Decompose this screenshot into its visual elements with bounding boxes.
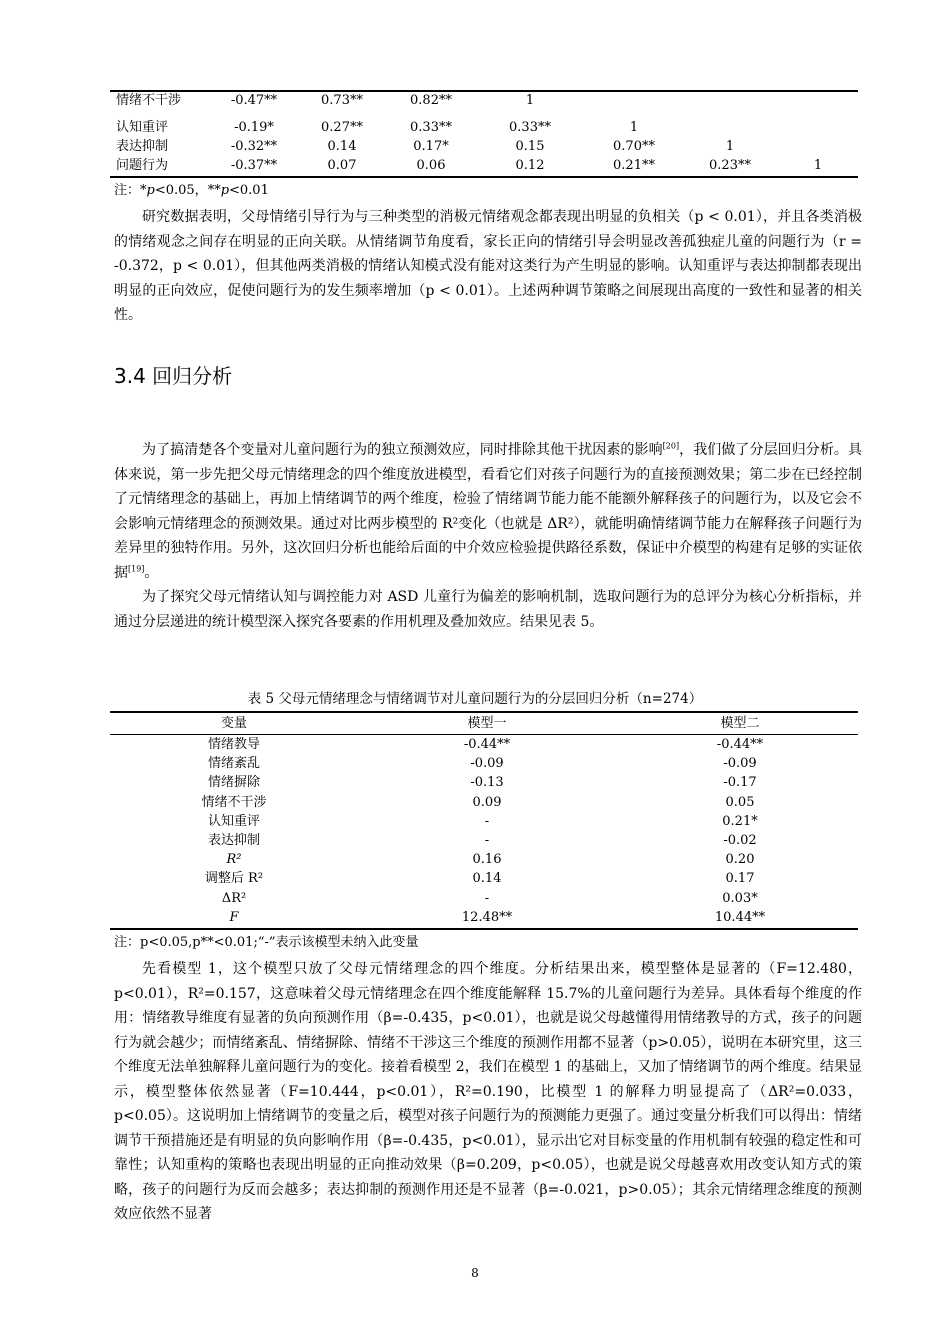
table-cell: 0.33** xyxy=(509,120,551,135)
paragraph-text: 为了搞清楚各个变量对儿童问题行为的独立预测效应，同时排除其他干扰因素的影响 xyxy=(142,442,663,458)
note-prefix: 注： xyxy=(114,183,141,198)
table-cell: 0.07 xyxy=(327,158,357,173)
table-cell: - xyxy=(484,891,490,906)
table-cell: 0.17 xyxy=(725,871,755,886)
table5-bottom-rule xyxy=(110,928,858,930)
table-cell: 0.20 xyxy=(725,852,755,867)
table-cell: 1 xyxy=(813,158,823,173)
table5-note: 注：p<0.05,p**<0.01;“-”表示该模型未纳入此变量 xyxy=(114,935,419,950)
paragraph-text: 。 xyxy=(144,564,159,581)
table-row-label: 调整后 R² xyxy=(204,871,264,886)
table-cell: 12.48** xyxy=(461,910,513,925)
table-cell: -0.09 xyxy=(470,756,504,771)
table-cell: 0.15 xyxy=(515,139,545,154)
table-cell: 0.05 xyxy=(725,795,755,810)
note-p2: p xyxy=(220,183,230,198)
note-star1: * xyxy=(140,183,147,198)
table-row-label: 认知重评 xyxy=(116,120,169,135)
table-row-label: R² xyxy=(226,852,242,867)
table-cell: -0.44** xyxy=(716,737,764,752)
section-heading: 3.4 回归分析 xyxy=(114,364,233,388)
table-header-cell: 模型二 xyxy=(720,716,760,731)
table-row-label: 认知重评 xyxy=(207,814,261,829)
paragraph-model-results xyxy=(114,957,862,1227)
table-cell: 0.70** xyxy=(613,139,655,154)
table-row-label: 情绪教导 xyxy=(207,737,261,752)
page-number: 8 xyxy=(471,1266,479,1280)
table5-header-rule xyxy=(110,734,858,735)
table-cell: -0.44** xyxy=(463,737,511,752)
table-cell: 0.27** xyxy=(321,120,363,135)
table5-caption: 表 5 父母元情绪理念与情绪调节对儿童问题行为的分层回归分析（n=274） xyxy=(247,691,703,707)
table-cell: -0.47** xyxy=(230,93,278,108)
table-cell: 1 xyxy=(725,139,735,154)
table-cell: -0.32** xyxy=(230,139,278,154)
table-cell: 0.03* xyxy=(722,891,758,906)
table-cell: 0.21* xyxy=(722,814,758,829)
table-cell: -0.37** xyxy=(230,158,278,173)
table-cell: - xyxy=(484,814,490,829)
table-cell: 0.14 xyxy=(327,139,357,154)
table-cell: 10.44** xyxy=(714,910,766,925)
paragraph-text: 研究数据表明，父母情绪引导行为与三种类型的消极元情绪观念都表现出明显的负相关（p < 0.01），并且各类消极的情绪观念之间存在明显的正向关联。从情绪调节角度看，家长正向的情绪引导会明显改善孤独症儿童的问题行为（r = -0.372，p < 0.01），但其他两类消极的情绪认知模式没有能对这类行为产生明显的影响。认知重评与表达抑制都表现出明显的正向效应，促使问题行为的发生频率增加（p < 0.01）。上述两种调节策略之间展现出高度的一致性和显著的相关性。 xyxy=(114,209,862,323)
table5-top-rule xyxy=(110,711,858,713)
table-cell: 0.16 xyxy=(472,852,502,867)
table-cell: 0.17* xyxy=(413,139,449,154)
table-header-cell: 变量 xyxy=(220,716,248,731)
table-cell: 1 xyxy=(629,120,639,135)
citation-ref: [19] xyxy=(128,563,145,573)
paragraph-text: 先看模型 1，这个模型只放了父母元情绪理念的四个维度。分析结果出来，模型整体是显著的（F=12.480，p<0.01），R²=0.157，这意味着父母元情绪理念在四个维度能解释 15.7%的儿童问题行为差异。具体看每个维度的作用：情绪教导维度有显著的负向预测作用（β=-0.435，p<0.01），也就是说父母越懂得用情绪教导的方式，孩子的问题行为就会越少；而情绪紊乱、情绪摒除、情绪不干涉这三个维度的预测作用都不显著（p>0.05），说明在本研究里，这三个维度无法单独解释儿童问题行为的变化。接着看模型 2，我们在模型 1 的基础上，又加了情绪调节的两个维度。结果显示，模型整体依然显著（F=10.444，p<0.01），R²=0.190，比模型 1 的解释力明显提高了（ΔR²=0.033，p<0.05）。这说明加上情绪调节的变量之后，模型对孩子问题行为的预测能力更强了。通过变量分析我们可以得出：情绪调节干预措施还是有明显的负向影响作用（β=-0.435，p<0.01），显示出它对目标变量的作用机制有较强的稳定性和可靠性；认知重构的策略也表现出明显的正向推动效果（β=0.209，p<0.05），也就是说父母越喜欢用改变认知方式的策略，孩子的问题行为反而会越多；表达抑制的预测作用还是不显著（β=-0.021，p>0.05）；其余元情绪理念维度的预测效应依然不显著 xyxy=(114,961,862,1222)
table-cell: 1 xyxy=(525,93,535,108)
table-row-label: 问题行为 xyxy=(116,158,169,173)
table-cell: 0.14 xyxy=(472,871,502,886)
table-cell: 0.23** xyxy=(709,158,751,173)
table4-bottom-rule xyxy=(110,176,858,178)
table-cell: -0.13 xyxy=(470,775,504,790)
table-cell: -0.09 xyxy=(723,756,757,771)
table-row-label: 表达抑制 xyxy=(116,139,169,154)
table-cell: 0.09 xyxy=(472,795,502,810)
table-row-label: 情绪紊乱 xyxy=(207,756,261,771)
table-row-label: 情绪不干涉 xyxy=(116,93,182,108)
note-star2: ** xyxy=(207,183,221,198)
citation-ref: [20] xyxy=(662,441,680,451)
note-p1: p xyxy=(146,183,155,198)
table-cell: 0.21** xyxy=(613,158,655,173)
table-row-label: 情绪摒除 xyxy=(207,775,261,790)
table-cell: -0.02 xyxy=(723,833,757,848)
table-cell: -0.17 xyxy=(723,775,757,790)
table-cell: 0.12 xyxy=(515,158,545,173)
table-cell: 0.82** xyxy=(410,93,452,108)
table-row-label: 情绪不干涉 xyxy=(201,795,267,810)
table-row-label: ΔR² xyxy=(221,891,247,906)
note-value1: <0.05， xyxy=(154,183,208,198)
table4-top-rule xyxy=(110,90,858,92)
table-cell: 0.73** xyxy=(321,93,363,108)
table-row-label: 表达抑制 xyxy=(207,833,261,848)
paragraph-regression-method xyxy=(114,438,862,634)
table-header-cell: 模型一 xyxy=(467,716,507,731)
paragraph-text: 为了探究父母元情绪认知与调控能力对 ASD 儿童行为偏差的影响机制，选取问题行为的总评分为核心分析指标，并通过分层递进的统计模型深入探究各要素的作用机理及叠加效应。结果见表 5。 xyxy=(114,589,862,630)
table-row-label: F xyxy=(229,910,239,925)
table-cell: -0.19* xyxy=(234,120,274,135)
note-value2: <0.01 xyxy=(229,183,269,198)
table4-note xyxy=(114,182,269,200)
table-cell: 0.06 xyxy=(416,158,446,173)
paragraph-text: ，我们做了分层回归分析。具体来说，第一步先把父母元情绪理念的四个维度放进模型，看看它们对孩子问题行为的直接预测效果；第二步在已经控制了元情绪理念的基础上，再加上情绪调节的两个维度，检验了情绪调节能力能不能额外解释孩子的问题行为，以及它会不会影响元情绪理念的预测效果。通过对比两步模型的 R²变化（也就是 ΔR²），就能明确情绪调节能力在解释孩子问题行为差异里的独特作用。另外，这次回归分析也能给后面的中介效应检验提供路径系数，保证中介模型的构建有足够的实证依据 xyxy=(114,442,863,581)
table-cell: - xyxy=(484,833,490,848)
table-cell: 0.33** xyxy=(410,120,452,135)
paragraph-correlation-summary xyxy=(114,205,862,328)
